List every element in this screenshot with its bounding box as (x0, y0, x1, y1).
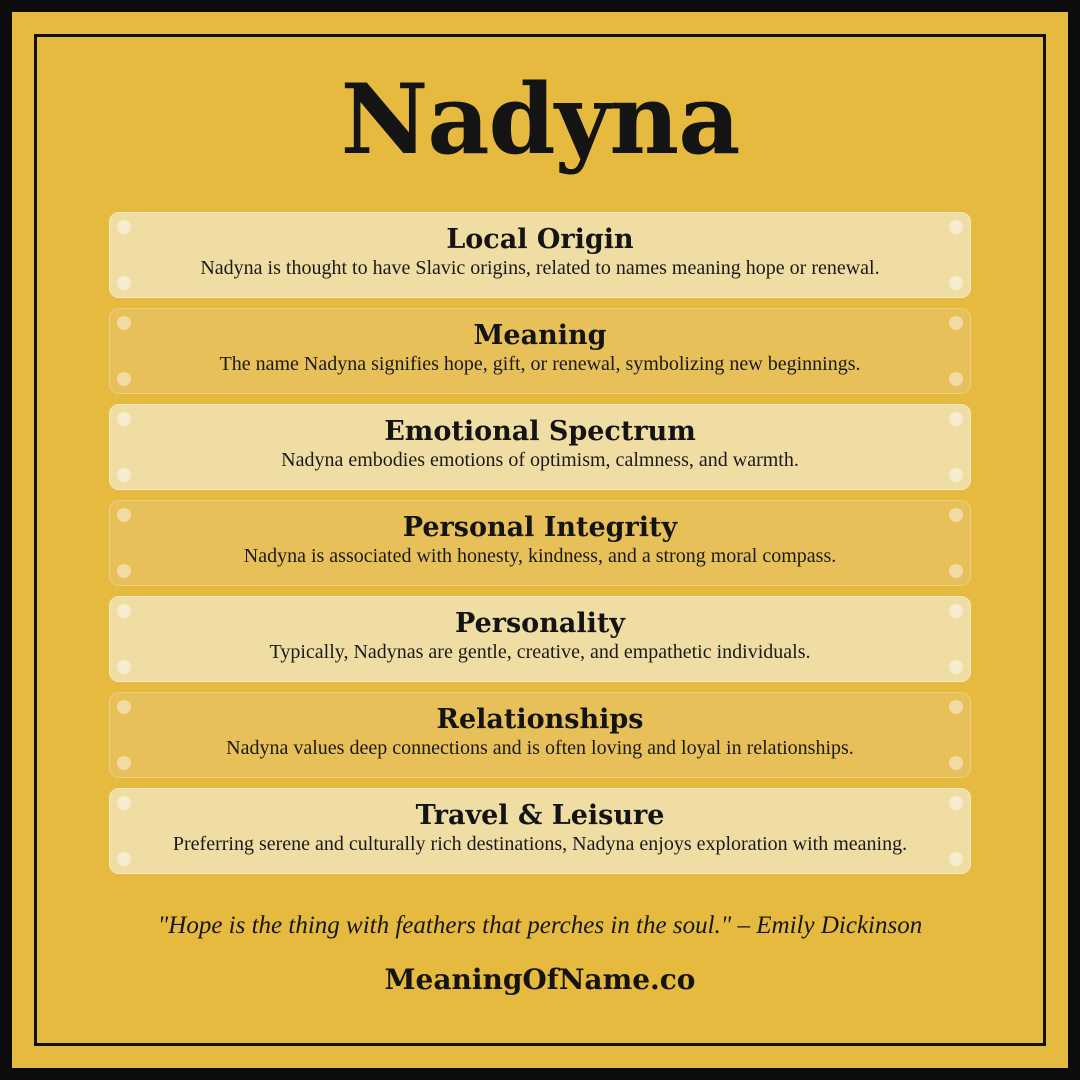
corner-dot-icon (949, 468, 963, 482)
quote (109, 910, 971, 941)
section-card-personal-integrity (109, 500, 971, 586)
section-description: Nadyna embodies emotions of optimism, calmness, and warmth. (281, 449, 799, 472)
section-card-relationships (109, 692, 971, 778)
corner-dot-icon (117, 660, 131, 674)
corner-dot-icon (949, 276, 963, 290)
section-card-meaning (109, 308, 971, 394)
quote-text: "Hope is the thing with feathers that perches in the soul." (157, 912, 732, 939)
section-title: Relationships (436, 704, 644, 736)
section-description: Typically, Nadynas are gentle, creative, and empathetic individuals. (269, 641, 811, 664)
corner-dot-icon (117, 852, 131, 866)
corner-dot-icon (949, 564, 963, 578)
section-title: Meaning (473, 320, 607, 352)
section-description: Nadyna values deep connections and is often loving and loyal in relationships. (226, 737, 854, 760)
section-card-local-origin (109, 212, 971, 298)
corner-dot-icon (117, 468, 131, 482)
section-description: The name Nadyna signifies hope, gift, or renewal, symbolizing new beginnings. (219, 353, 861, 376)
quote-author: – Emily Dickinson (737, 912, 923, 939)
corner-dot-icon (117, 564, 131, 578)
section-description: Nadyna is thought to have Slavic origins, related to names meaning hope or renewal. (200, 257, 880, 280)
section-description: Preferring serene and culturally rich destinations, Nadyna enjoys exploration with meaning. (172, 833, 908, 856)
section-title: Personal Integrity (402, 512, 678, 544)
brand-name: MeaningOfName.co (384, 963, 696, 997)
section-card-personality (109, 596, 971, 682)
section-card-emotional-spectrum (109, 404, 971, 490)
corner-dot-icon (117, 756, 131, 770)
section-list (109, 212, 971, 874)
corner-dot-icon (117, 372, 131, 386)
section-card-travel-leisure (109, 788, 971, 874)
section-title: Travel & Leisure (415, 800, 665, 832)
corner-dot-icon (949, 660, 963, 674)
poster-frame (12, 12, 1068, 1068)
section-title: Personality (455, 608, 625, 640)
section-description: Nadyna is associated with honesty, kindness, and a strong moral compass. (243, 545, 837, 568)
corner-dot-icon (117, 276, 131, 290)
section-title: Local Origin (446, 224, 634, 256)
section-title: Emotional Spectrum (384, 416, 696, 448)
corner-dot-icon (949, 756, 963, 770)
corner-dot-icon (949, 372, 963, 386)
poster-content (48, 48, 1032, 1032)
poster-footer (109, 910, 971, 996)
page-title: Nadyna (340, 63, 740, 176)
corner-dot-icon (949, 852, 963, 866)
